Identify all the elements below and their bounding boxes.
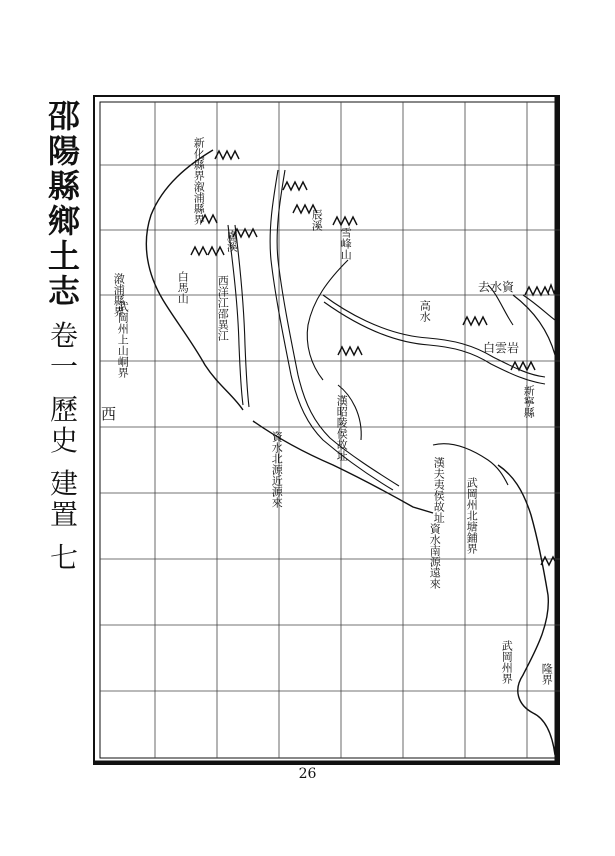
label-wugang-mid: 武岡州北塘鋪界: [465, 477, 479, 554]
volume-label: [46, 319, 82, 383]
label-wugang-right: 武岡州界: [500, 640, 514, 684]
label-wugang-left: 武岡州上山峒界: [116, 301, 130, 378]
book-title-char: 土: [47, 237, 80, 275]
book-title-char: 邵: [47, 97, 80, 135]
book-title-char: 志: [47, 272, 80, 310]
volume-label-char: 一: [49, 350, 78, 383]
label-gaoshui: 高水: [418, 300, 432, 322]
label-han-fuyi: 漢夫夷侯故址: [432, 457, 446, 523]
volume-label-char: 卷: [49, 319, 78, 352]
label-luxi: 盧溪: [225, 230, 239, 252]
label-baiyunyan: 白雲岩: [483, 341, 520, 355]
title-column: [46, 97, 82, 575]
label-xinhua-xupu: 新化縣界溆浦縣界: [192, 137, 206, 225]
book-title-char: 縣: [47, 167, 80, 205]
label-lower-right: 隆界: [540, 663, 554, 685]
section-label-char: 置: [49, 498, 78, 531]
mountain-symbols: [191, 151, 560, 565]
chapter-label: [46, 393, 82, 457]
grid-lines: [100, 102, 560, 758]
chapter-label-char: 歷: [49, 393, 78, 426]
label-zishui-south: 資水南源遠來: [428, 523, 442, 589]
book-title-char: 鄉: [47, 202, 80, 240]
label-lantian: 漵浦縣界: [112, 273, 126, 317]
map-drawing: [93, 95, 560, 765]
section-label: [46, 467, 82, 531]
book-title: [46, 97, 82, 310]
label-xinning: 新寧縣: [522, 385, 536, 418]
section-label-char: 建: [49, 467, 78, 500]
section-number-char: 七: [49, 541, 78, 574]
page-number: 26: [298, 766, 317, 782]
label-han-zhaoling: 漢昭陵侯故址: [335, 395, 349, 461]
section-number: [46, 541, 82, 574]
label-xuefeng: 雪峰山: [339, 227, 353, 260]
direction-marker-west: 西: [101, 405, 117, 423]
label-xiyangjiang: 西洋江邵異江: [216, 275, 230, 341]
county-boundary-east: [498, 465, 555, 755]
map-panel: [93, 95, 560, 765]
label-zishui-north: 資水北源近源來: [270, 431, 284, 508]
label-baima: 白馬山: [176, 271, 190, 304]
chapter-label-char: 史: [49, 424, 78, 457]
label-chenxi: 辰溪: [310, 209, 324, 231]
label-qushui: 去水資: [478, 280, 515, 294]
book-title-char: 陽: [47, 132, 80, 170]
